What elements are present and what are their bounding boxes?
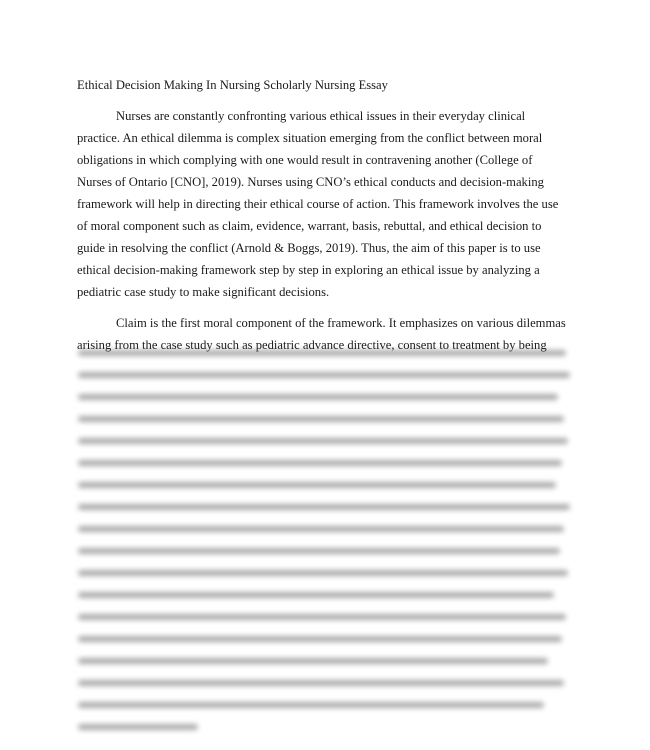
paragraph-line: Nurses are constantly confronting various ethical issues in their everyday clinical: [116, 109, 526, 123]
paragraph-line: guide in resolving the conflict (Arnold & Boggs, 2019). Thus, the aim of this paper is to use: [77, 241, 541, 255]
blurred-text-region: [70, 338, 590, 750]
document-title: Ethical Decision Making In Nursing Scholarly Nursing Essay: [77, 78, 388, 92]
paragraph-line: pediatric case study to make significant decisions.: [77, 285, 330, 299]
paragraph-line: of moral component such as claim, evidence, warrant, basis, rebuttal, and ethical decision to: [77, 219, 542, 233]
paragraph-line: Claim is the first moral component of the framework. It emphasizes on various dilemmas: [116, 316, 566, 330]
paragraph-line: practice. An ethical dilemma is complex situation emerging from the conflict between moral: [77, 131, 543, 145]
paragraph-line: arising from the case study such as pediatric advance directive, consent to treatment by being: [77, 338, 547, 352]
paragraph-line: Nurses of Ontario [CNO], 2019). Nurses using CNO’s ethical conducts and decision-making: [77, 175, 544, 189]
paragraph-line: obligations in which complying with one would result in contravening another (College of: [77, 153, 533, 167]
paragraph-line: framework will help in directing their ethical course of action. This framework involves the use: [77, 197, 559, 211]
paragraph-line: ethical decision-making framework step by step in exploring an ethical issue by analyzing a: [77, 263, 540, 277]
